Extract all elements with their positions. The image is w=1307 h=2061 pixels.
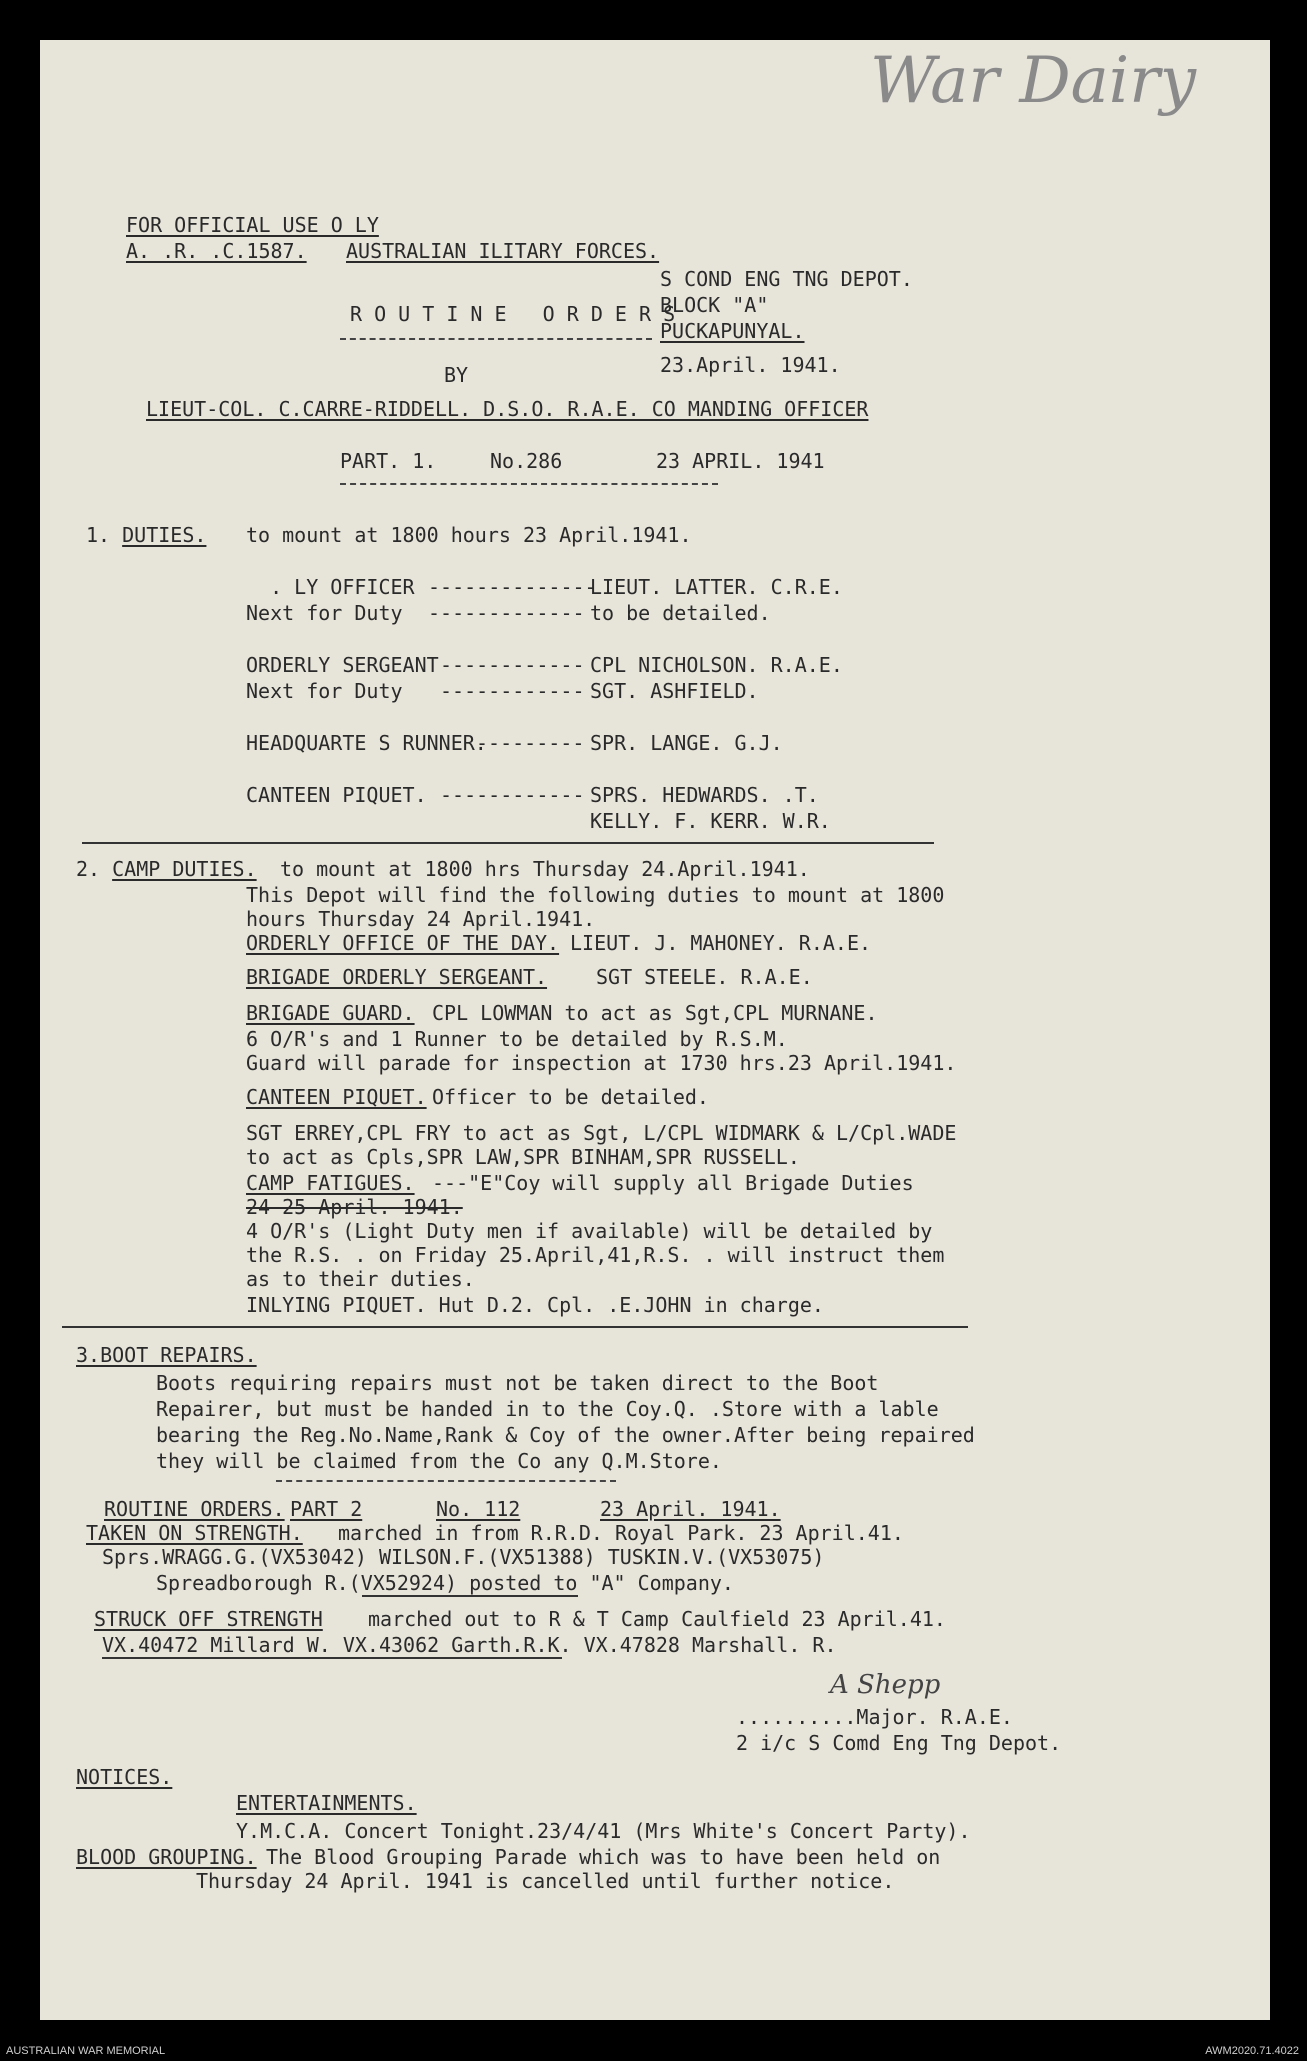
camp-duties-text: SGT STEELE. R.A.E.	[596, 965, 813, 989]
signatory-rank: ..........Major. R.A.E.	[736, 1705, 1013, 1729]
unit-line-1: S COND ENG TNG DEPOT.	[660, 267, 913, 291]
part-underline	[340, 483, 718, 485]
unit-line-2: BLOCK "A"	[660, 293, 769, 317]
dash-leader: ------------	[440, 783, 585, 807]
blood-grouping-text: The Blood Grouping Parade which was to have been held on	[266, 1845, 941, 1869]
part-label: PART. 1.	[340, 449, 437, 473]
sos-names: VX.40472 Millard W. VX.43062 Garth.R.K. VX.47828 Marshall. R.	[102, 1633, 837, 1657]
dash-leader: --------------	[428, 575, 597, 599]
duty-role: Next for Duty	[246, 601, 403, 625]
camp-duty-label: BRIGADE GUARD.	[246, 1001, 415, 1025]
archive-footer	[0, 2040, 1307, 2061]
duty-assignee: LIEUT. LATTER. C.R.E.	[590, 575, 843, 599]
document-page	[40, 40, 1270, 2020]
part2-title: ROUTINE ORDERS.	[104, 1497, 285, 1521]
section-divider	[62, 1326, 968, 1328]
camp-duties-text: CPL LOWMAN to act as Sgt,CPL MURNANE.	[432, 1001, 878, 1025]
entertainments-heading: ENTERTAINMENTS.	[236, 1791, 417, 1815]
duties-intro: to mount at 1800 hours 23 April.1941.	[246, 523, 692, 547]
camp-duties-text: 4 O/R's (Light Duty men if available) will be detailed by	[246, 1219, 933, 1243]
camp-duties-heading: 2. CAMP DUTIES.	[76, 857, 257, 881]
camp-duties-text: SGT ERREY,CPL FRY to act as Sgt, L/CPL WIDMARK & L/Cpl.WADE	[246, 1121, 957, 1145]
camp-duties-text: the R.S. . on Friday 25.April,41,R.S. . will instruct them	[246, 1243, 945, 1267]
routine-orders-heading: R O U T I N E O R D E R S	[350, 302, 676, 326]
forces-heading: AUSTRALIAN ILITARY FORCES.	[346, 239, 660, 263]
duty-assignee: SGT. ASHFIELD.	[590, 679, 759, 703]
footer-accession-number: AWM2020.71.4022	[1205, 2045, 1299, 2057]
camp-duties-text: to act as Cpls,SPR LAW,SPR BINHAM,SPR RUSSELL.	[246, 1145, 800, 1169]
camp-duties-text: as to their duties.	[246, 1267, 475, 1291]
duty-role: HEADQUARTE S RUNNER.	[246, 731, 487, 755]
dash-leader: ------------	[440, 679, 585, 703]
section-divider	[82, 842, 934, 844]
camp-duties-text: hours Thursday 24 April.1941.	[246, 907, 596, 931]
camp-duties-text: INLYING PIQUET. Hut D.2. Cpl. .E.JOHN in charge.	[246, 1293, 824, 1317]
camp-duties-text: Officer to be detailed.	[432, 1085, 709, 1109]
duty-role: . LY OFFICER	[246, 575, 415, 599]
order-date: 23.April. 1941.	[660, 353, 841, 377]
dash-leader: ---------	[476, 731, 585, 755]
camp-duty-label: CANTEEN PIQUET.	[246, 1085, 427, 1109]
camp-duties-text: ---"E"Coy will supply all Brigade Duties	[432, 1171, 914, 1195]
blood-grouping-text: Thursday 24 April. 1941 is cancelled until further notice.	[196, 1869, 895, 1893]
boot-repairs-heading: 3.BOOT REPAIRS.	[76, 1343, 257, 1367]
signatory-unit: 2 i/c S Comd Eng Tng Depot.	[736, 1731, 1062, 1755]
duty-assignee: CPL NICHOLSON. R.A.E.	[590, 653, 843, 677]
sos-text: marched out to R & T Camp Caulfield 23 April.41.	[368, 1607, 946, 1631]
camp-duties-text: LIEUT. J. MAHONEY. R.A.E.	[570, 931, 872, 955]
unit-line-3: PUCKAPUNYAL.	[660, 319, 805, 343]
duty-role: ORDERLY SERGEANT	[246, 653, 439, 677]
camp-duties-text: 24-25 April. 1941.	[246, 1195, 463, 1219]
camp-duties-text: 6 O/R's and 1 Runner to be detailed by R.S.M.	[246, 1027, 788, 1051]
footer-institution: AUSTRALIAN WAR MEMORIAL	[6, 2045, 166, 2057]
commanding-officer-line: LIEUT-COL. C.CARRE-RIDDELL. D.S.O. R.A.E. CO MANDING OFFICER	[146, 397, 869, 421]
camp-duties-text: This Depot will find the following duties to mount at 1800	[246, 883, 945, 907]
duty-assignee: KELLY. F. KERR. W.R.	[590, 809, 831, 833]
camp-duty-label: BRIGADE ORDERLY SERGEANT.	[246, 965, 548, 989]
camp-duty-label: CAMP FATIGUES.	[246, 1171, 415, 1195]
tos-names: Sprs.WRAGG.G.(VX53042) WILSON.F.(VX51388) TUSKIN.V.(VX53075)	[102, 1545, 825, 1569]
section-divider	[276, 1480, 616, 1482]
duties-heading: 1. DUTIES.	[86, 523, 207, 547]
boot-repairs-text: Boots requiring repairs must not be taken direct to the Boot	[156, 1371, 879, 1395]
part2-number: No. 112	[436, 1497, 521, 1521]
signature-scrawl: A Shepp	[830, 1670, 941, 1700]
camp-duties-intro: to mount at 1800 hrs Thursday 24.April.1941.	[280, 857, 810, 881]
duty-assignee: SPR. LANGE. G.J.	[590, 731, 783, 755]
tos-posting: Spreadborough R.(VX52924) posted to "A" Company.	[156, 1571, 734, 1595]
ymca-notice: Y.M.C.A. Concert Tonight.23/4/41 (Mrs White's Concert Party).	[236, 1819, 971, 1843]
dash-leader: -------------	[428, 601, 585, 625]
part-date: 23 APRIL. 1941	[656, 449, 825, 473]
routine-orders-underline	[340, 338, 652, 340]
part2-date: 23 April. 1941.	[600, 1497, 781, 1521]
official-use-label: FOR OFFICIAL USE O LY	[126, 213, 379, 237]
blood-grouping-label: BLOOD GROUPING.	[76, 1845, 257, 1869]
sos-label: STRUCK OFF STRENGTH	[94, 1607, 323, 1631]
camp-duty-label: ORDERLY OFFICE OF THE DAY.	[246, 931, 560, 955]
handwritten-annotation: War Dairy	[870, 44, 1196, 118]
tos-label: TAKEN ON STRENGTH.	[86, 1521, 303, 1545]
order-number: No.286	[490, 449, 563, 473]
dash-leader: ------------	[440, 653, 585, 677]
duty-role: Next for Duty	[246, 679, 403, 703]
camp-duties-text: Guard will parade for inspection at 1730 hrs.23 April.1941.	[246, 1051, 957, 1075]
underline	[362, 1595, 578, 1597]
tos-text: marched in from R.R.D. Royal Park. 23 April.41.	[338, 1521, 904, 1545]
boot-repairs-text: bearing the Reg.No.Name,Rank & Coy of the owner.After being repaired	[156, 1423, 975, 1447]
part2-label: PART 2	[290, 1497, 363, 1521]
boot-repairs-text: Repairer, but must be handed in to the Coy.Q. .Store with a lable	[156, 1397, 939, 1421]
notices-heading: NOTICES.	[76, 1765, 173, 1789]
boot-repairs-text: they will be claimed from the Co any Q.M.Store.	[156, 1449, 722, 1473]
duty-role: CANTEEN PIQUET.	[246, 783, 427, 807]
duty-assignee: to be detailed.	[590, 601, 771, 625]
by-label: BY	[444, 363, 469, 387]
duty-assignee: SPRS. HEDWARDS. .T.	[590, 783, 819, 807]
underline	[102, 1657, 562, 1659]
reference-number: A. .R. .C.1587.	[126, 239, 307, 263]
